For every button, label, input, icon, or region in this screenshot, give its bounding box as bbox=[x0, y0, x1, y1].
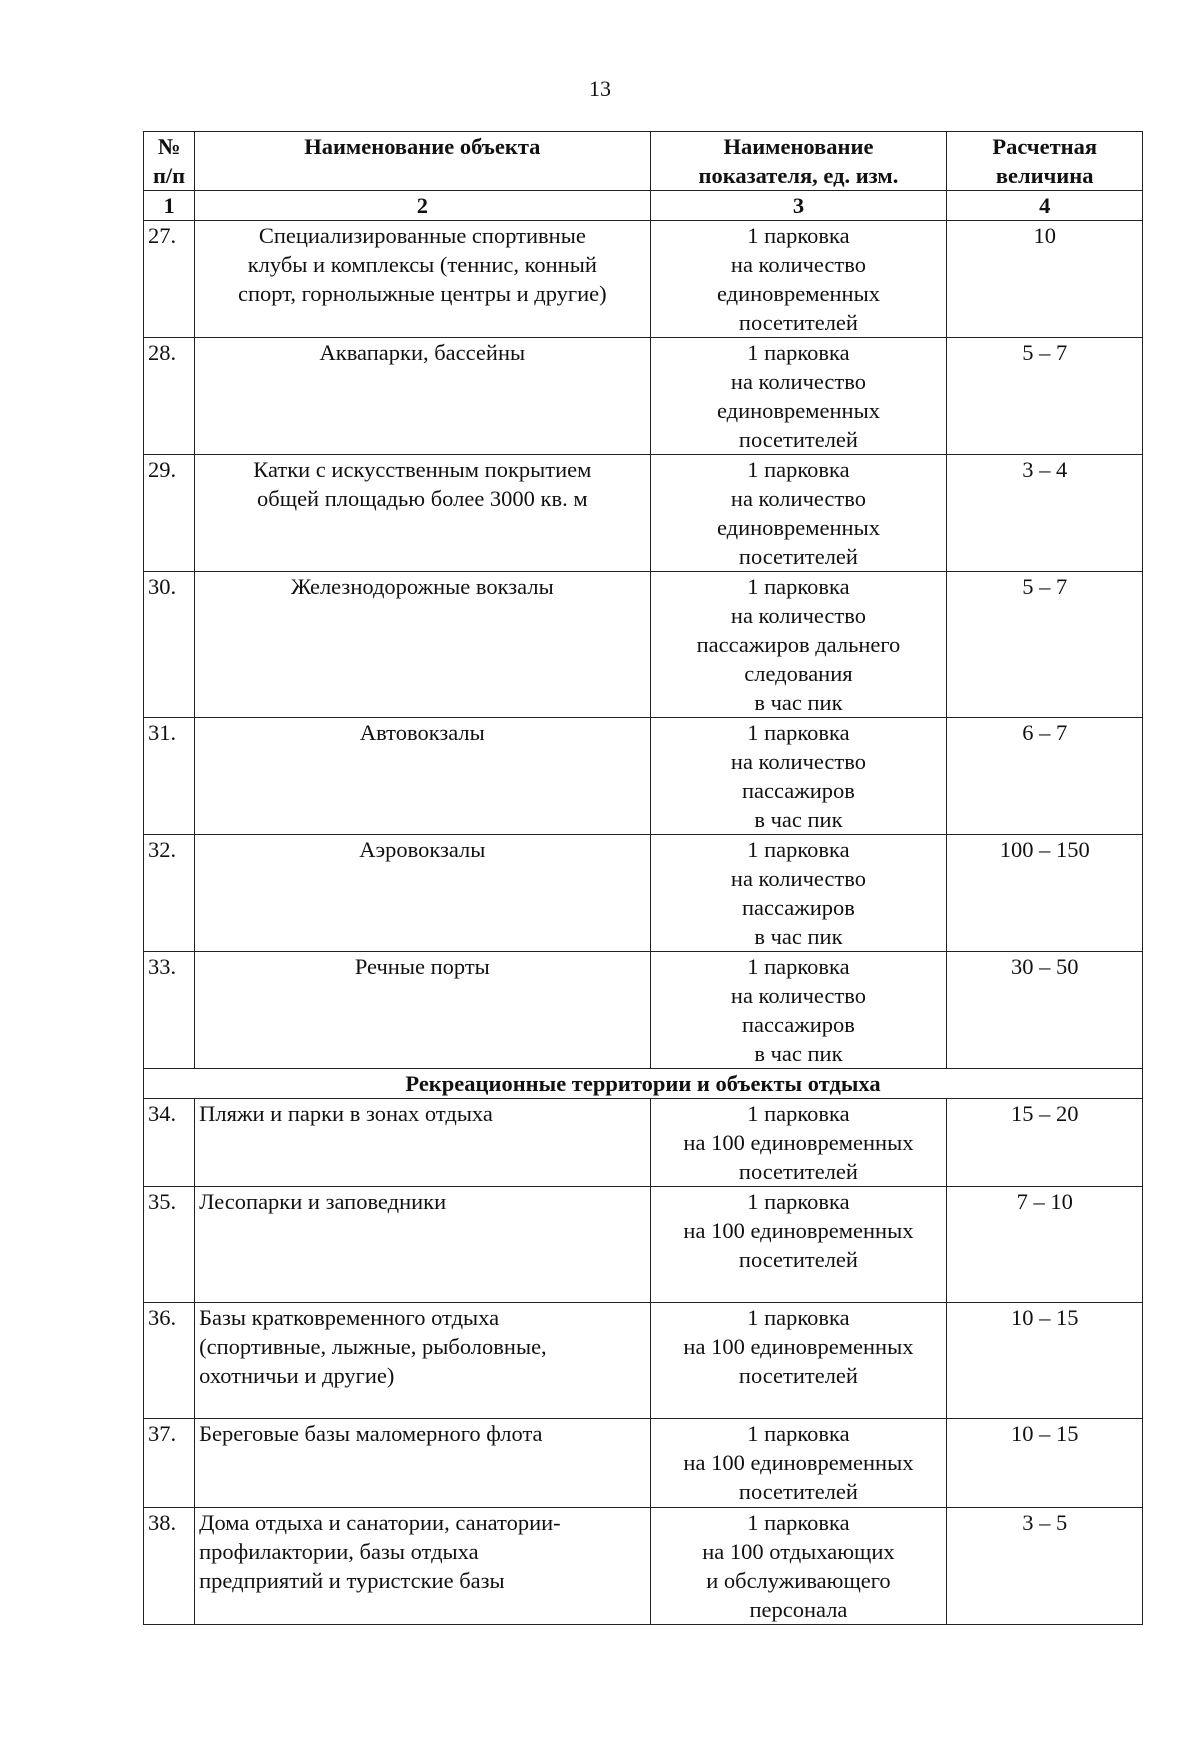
table-row bbox=[144, 455, 1143, 572]
row-number: 30. bbox=[144, 572, 195, 718]
row-number: 37. bbox=[144, 1419, 195, 1508]
page-number: 13 bbox=[589, 76, 611, 101]
table-row bbox=[144, 1099, 1143, 1187]
table-row bbox=[144, 1187, 1143, 1303]
indicator: 1 парковка на 100 единовременных посетителей bbox=[650, 1187, 947, 1303]
table-row bbox=[144, 221, 1143, 338]
indicator: 1 парковка на количество пассажиров в час пик bbox=[650, 835, 947, 952]
calculated-value: 3 – 5 bbox=[947, 1508, 1143, 1625]
object-name: Пляжи и парки в зонах отдыха bbox=[195, 1099, 650, 1187]
table-row bbox=[144, 1508, 1143, 1625]
indicator: 1 парковка на количество пассажиров в час пик bbox=[650, 718, 947, 835]
row-number: 27. bbox=[144, 221, 195, 338]
table-row bbox=[144, 835, 1143, 952]
column-number: 4 bbox=[947, 191, 1143, 221]
row-number: 35. bbox=[144, 1187, 195, 1303]
indicator: 1 парковка на количество пассажиров дальнего следования в час пик bbox=[650, 572, 947, 718]
row-number: 38. bbox=[144, 1508, 195, 1625]
indicator: 1 парковка на 100 единовременных посетителей bbox=[650, 1419, 947, 1508]
indicator: 1 парковка на количество единовременных посетителей bbox=[650, 221, 947, 338]
calculated-value: 5 – 7 bbox=[947, 338, 1143, 455]
indicator: 1 парковка на количество единовременных посетителей bbox=[650, 455, 947, 572]
object-name: Дома отдыха и санатории, санатории- профилактории, базы отдыха предприятий и туристские базы bbox=[195, 1508, 650, 1625]
table-row bbox=[144, 572, 1143, 718]
header-object-name: Наименование объекта bbox=[195, 132, 650, 191]
indicator: 1 парковка на 100 отдыхающих и обслуживающего персонала bbox=[650, 1508, 947, 1625]
table-body-recreation bbox=[144, 1099, 1143, 1625]
row-number: 34. bbox=[144, 1099, 195, 1187]
column-number-row bbox=[144, 191, 1143, 221]
indicator: 1 парковка на 100 единовременных посетителей bbox=[650, 1099, 947, 1187]
calculated-value: 5 – 7 bbox=[947, 572, 1143, 718]
object-name: Железнодорожные вокзалы bbox=[195, 572, 650, 718]
object-name: Автовокзалы bbox=[195, 718, 650, 835]
header-number: № п/п bbox=[144, 132, 195, 191]
object-name: Аэровокзалы bbox=[195, 835, 650, 952]
table-row bbox=[144, 718, 1143, 835]
calculated-value: 10 – 15 bbox=[947, 1303, 1143, 1419]
row-number: 31. bbox=[144, 718, 195, 835]
section-recreation bbox=[144, 1069, 1143, 1099]
calculated-value: 3 – 4 bbox=[947, 455, 1143, 572]
calculated-value: 6 – 7 bbox=[947, 718, 1143, 835]
object-name: Речные порты bbox=[195, 952, 650, 1069]
header-indicator: Наименование показателя, ед. изм. bbox=[650, 132, 947, 191]
object-name: Специализированные спортивные клубы и комплексы (теннис, конный спорт, горнолыжные центры и другие) bbox=[195, 221, 650, 338]
table-row bbox=[144, 1419, 1143, 1508]
table-body-transport bbox=[144, 221, 1143, 1069]
object-name: Лесопарки и заповедники bbox=[195, 1187, 650, 1303]
row-number: 28. bbox=[144, 338, 195, 455]
calculated-value: 10 – 15 bbox=[947, 1419, 1143, 1508]
column-number: 1 bbox=[144, 191, 195, 221]
row-number: 36. bbox=[144, 1303, 195, 1419]
object-name: Береговые базы маломерного флота bbox=[195, 1419, 650, 1508]
calculated-value: 7 – 10 bbox=[947, 1187, 1143, 1303]
row-number: 32. bbox=[144, 835, 195, 952]
indicator: 1 парковка на количество единовременных посетителей bbox=[650, 338, 947, 455]
table-header bbox=[144, 132, 1143, 221]
header-row bbox=[144, 132, 1143, 191]
table-row bbox=[144, 1303, 1143, 1419]
calculated-value: 15 – 20 bbox=[947, 1099, 1143, 1187]
calculated-value: 10 bbox=[947, 221, 1143, 338]
object-name: Катки с искусственным покрытием общей площадью более 3000 кв. м bbox=[195, 455, 650, 572]
indicator: 1 парковка на количество пассажиров в час пик bbox=[650, 952, 947, 1069]
indicator: 1 парковка на 100 единовременных посетителей bbox=[650, 1303, 947, 1419]
row-number: 29. bbox=[144, 455, 195, 572]
parking-norms-table bbox=[143, 131, 1143, 1625]
object-name: Базы кратковременного отдыха (спортивные, лыжные, рыболовные, охотничьи и другие) bbox=[195, 1303, 650, 1419]
section-title: Рекреационные территории и объекты отдыха bbox=[144, 1069, 1143, 1099]
column-number: 3 bbox=[650, 191, 947, 221]
table-row bbox=[144, 338, 1143, 455]
object-name: Аквапарки, бассейны bbox=[195, 338, 650, 455]
header-value: Расчетная величина bbox=[947, 132, 1143, 191]
calculated-value: 100 – 150 bbox=[947, 835, 1143, 952]
calculated-value: 30 – 50 bbox=[947, 952, 1143, 1069]
column-number: 2 bbox=[195, 191, 650, 221]
section-row bbox=[144, 1069, 1143, 1099]
row-number: 33. bbox=[144, 952, 195, 1069]
table-row bbox=[144, 952, 1143, 1069]
